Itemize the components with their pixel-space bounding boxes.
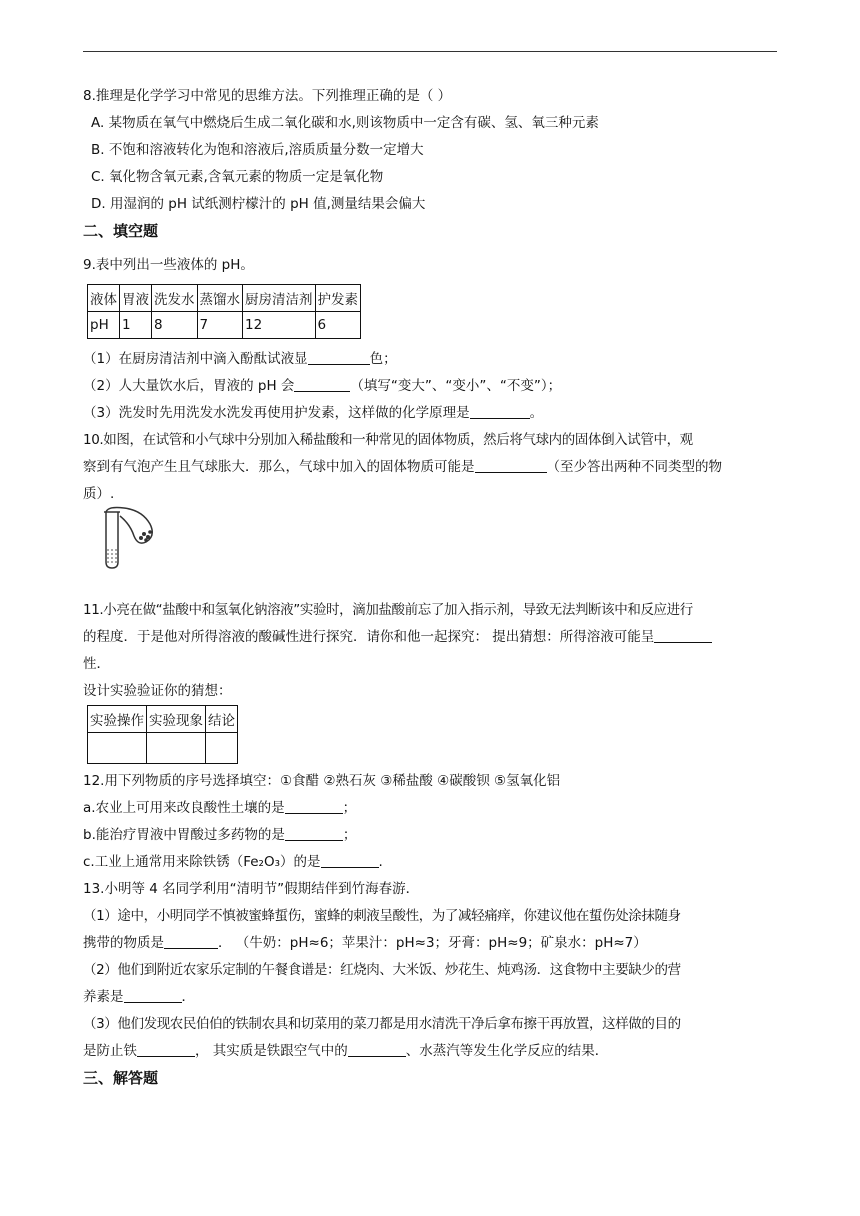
q12-c <box>83 852 383 872</box>
q9-part2 <box>83 376 561 396</box>
q10-line2-end: （至少答出两种不同类型的物 <box>546 459 722 475</box>
q8-option-c: C. 氧化物含氧元素,含氧元素的物质一定是氧化物 <box>91 169 384 185</box>
table-row <box>88 285 361 312</box>
answer-cell[interactable] <box>206 733 238 764</box>
q13-part3-line1: （3）他们发现农民伯伯的铁制农具和切菜用的菜刀都是用水清洗干净后拿布擦干再放置，这样做的目的 <box>83 1016 681 1032</box>
q12-b <box>83 825 356 845</box>
q10-line1: 10.如图，在试管和小气球中分别加入稀盐酸和一种常见的固体物质，然后将气球内的固体倒入试管中，观 <box>83 432 693 448</box>
q13-part2-end: ． <box>181 989 195 1005</box>
q13-part1-note: ． （牛奶：pH≈6；苹果汁：pH≈3；牙膏：pH≈9；矿泉水：pH≈7） <box>218 935 647 951</box>
q13-part2-line1: （2）他们到附近农家乐定制的午餐食谱是：红烧肉、大米饭、炒花生、炖鸡汤．这食物中主要缺少的营 <box>83 962 681 978</box>
q13-part3-line2 <box>83 1041 608 1061</box>
q9-part1 <box>83 349 397 369</box>
q8-stem: 8.推理是化学学习中常见的思维方法。下列推理正确的是（ ） <box>83 88 452 104</box>
q10-line2 <box>83 457 722 477</box>
q12-a-end: ； <box>342 800 357 816</box>
q12-stem: 12.用下列物质的序号选择填空：①食醋 ②熟石灰 ③稀盐酸 ④碳酸钡 ⑤氢氧化铝 <box>83 773 561 789</box>
table-cell: 液体 <box>88 285 120 312</box>
q10-line2-text: 察到有气泡产生且气球胀大．那么，气球中加入的固体物质可能是 <box>83 459 475 475</box>
answer-blank[interactable] <box>654 641 712 643</box>
table-cell: 蒸馏水 <box>197 285 243 312</box>
q11-line2-text: 的程度．于是他对所得溶液的酸碱性进行探究．请你和他一起探究： 提出猜想：所得溶液可能呈 <box>83 629 655 645</box>
top-rule <box>83 51 777 52</box>
q9-part3 <box>83 403 543 423</box>
q9-part2-text: （2）人大量饮水后，胃液的 pH 会 <box>83 378 295 394</box>
answer-blank[interactable] <box>285 812 343 814</box>
answer-blank[interactable] <box>294 390 350 392</box>
q12-c-end: . <box>378 854 383 870</box>
q8-option-a: A. 某物质在氧气中燃烧后生成二氧化碳和水,则该物质中一定含有碳、氢、氧三种元素 <box>91 115 599 131</box>
table-cell: 洗发水 <box>152 285 198 312</box>
q13-part3-mid: ， 其实质是铁跟空气中的 <box>195 1043 348 1059</box>
q12-b-end: ； <box>342 827 357 843</box>
answer-blank[interactable] <box>470 417 530 419</box>
q9-stem: 9.表中列出一些液体的 pH。 <box>83 257 254 273</box>
q12-a-text: a.农业上可用来改良酸性土壤的是 <box>83 800 285 816</box>
q12-a <box>83 798 356 818</box>
table-row <box>88 733 238 764</box>
q11-line2 <box>83 627 712 647</box>
q13-part3-text: 是防止铁 <box>83 1043 137 1059</box>
q13-part2-text: 养素是 <box>83 989 124 1005</box>
q11-line1: 11.小亮在做“盐酸中和氢氧化钠溶液”实验时，滴加盐酸前忘了加入指示剂，导致无法判断该中和反应进行 <box>83 602 693 618</box>
answer-cell[interactable] <box>147 733 206 764</box>
q8-option-d: D. 用湿润的 pH 试纸测柠檬汁的 pH 值,测量结果会偏大 <box>91 196 426 212</box>
table-cell: pH <box>88 312 120 339</box>
table-cell: 6 <box>315 312 361 339</box>
section-answer-heading: 三、解答题 <box>83 1069 159 1087</box>
experiment-table <box>87 705 238 764</box>
table-cell: 胃液 <box>120 285 152 312</box>
ph-table <box>87 284 361 339</box>
q9-part3-text: （3）洗发时先用洗发水洗发再使用护发素，这样做的化学原理是 <box>83 405 470 421</box>
table-cell: 8 <box>152 312 198 339</box>
answer-blank[interactable] <box>124 1001 182 1003</box>
answer-blank[interactable] <box>321 866 379 868</box>
section-fill-in-heading: 二、填空题 <box>83 222 159 240</box>
table-row <box>88 706 238 733</box>
q11-line3: 性． <box>83 656 110 672</box>
answer-cell[interactable] <box>88 733 147 764</box>
table-cell: 1 <box>120 312 152 339</box>
answer-blank[interactable] <box>137 1055 195 1057</box>
q9-part3-end: 。 <box>529 405 544 421</box>
answer-blank[interactable] <box>285 839 343 841</box>
table-cell: 厨房清洁剂 <box>243 285 316 312</box>
q9-part1-text: （1）在厨房清洁剂中滴入酚酞试液显 <box>83 351 308 367</box>
q13-part1-text: 携带的物质是 <box>83 935 164 951</box>
table-header-cell: 实验操作 <box>88 706 147 733</box>
q12-c-text: c.工业上通常用来除铁锈（Fe₂O₃）的是 <box>83 854 321 870</box>
q13-part3-end: 、水蒸汽等发生化学反应的结果． <box>405 1043 609 1059</box>
q13-part2-line2 <box>83 987 195 1007</box>
q11-design: 设计实验验证你的猜想： <box>83 683 232 699</box>
answer-blank[interactable] <box>308 363 370 365</box>
table-row <box>88 312 361 339</box>
q9-part1-end: 色； <box>369 351 397 367</box>
q13-part1-line2 <box>83 933 647 953</box>
answer-blank[interactable] <box>348 1055 406 1057</box>
table-cell: 护发素 <box>315 285 361 312</box>
table-cell: 7 <box>197 312 243 339</box>
table-cell: 12 <box>243 312 316 339</box>
answer-blank[interactable] <box>164 947 218 949</box>
test-tube-balloon-diagram <box>100 506 170 570</box>
q12-b-text: b.能治疗胃液中胃酸过多药物的是 <box>83 827 285 843</box>
q13-stem: 13.小明等 4 名同学利用“清明节”假期结伴到竹海春游． <box>83 881 420 897</box>
table-header-cell: 结论 <box>206 706 238 733</box>
q10-line3: 质）. <box>83 486 115 502</box>
answer-blank[interactable] <box>475 471 547 473</box>
q9-part2-end: （填写“变大”、“变小”、“不变”）； <box>350 378 562 394</box>
table-header-cell: 实验现象 <box>147 706 206 733</box>
q13-part1-line1: （1）途中，小明同学不慎被蜜蜂蜇伤，蜜蜂的刺液呈酸性，为了减轻痛痒，你建议他在蜇伤处涂抹随身 <box>83 908 681 924</box>
q8-option-b: B. 不饱和溶液转化为饱和溶液后,溶质质量分数一定增大 <box>91 142 424 158</box>
